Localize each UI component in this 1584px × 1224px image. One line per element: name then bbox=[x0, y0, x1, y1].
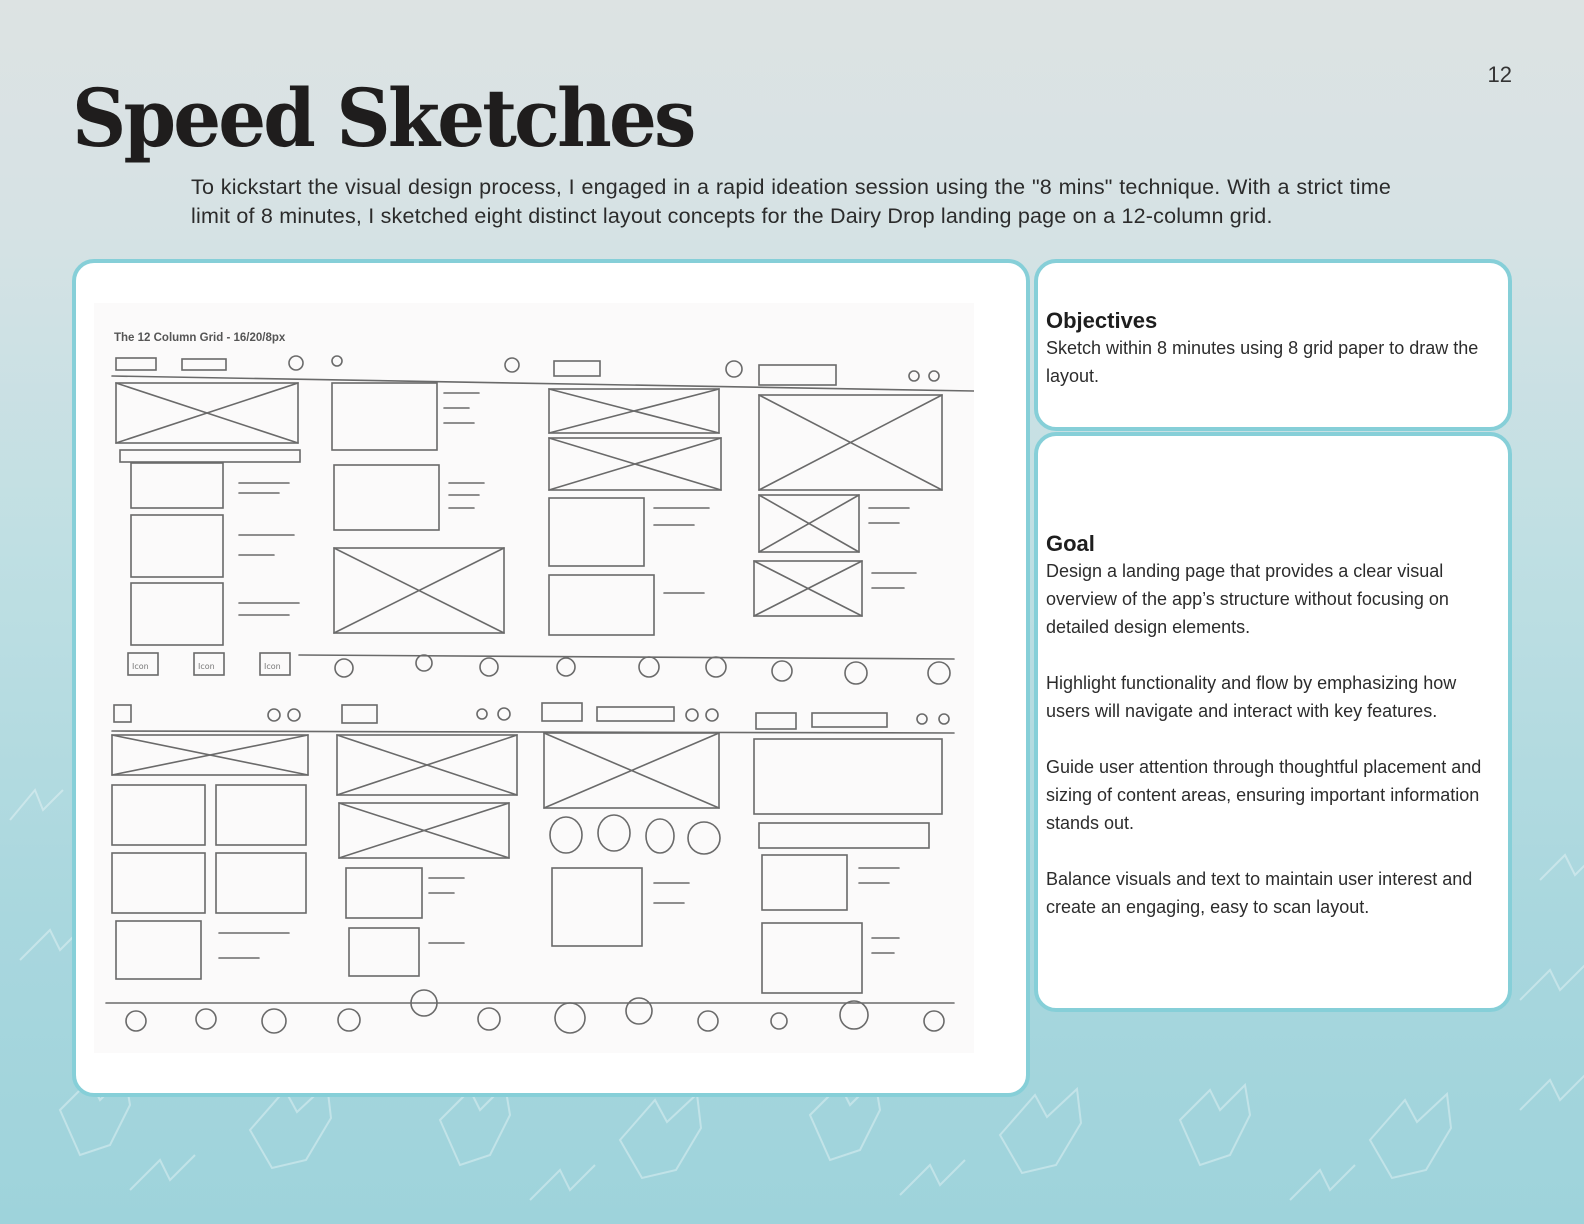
objectives-text: Sketch within 8 minutes using 8 grid paper to draw the layout. bbox=[1046, 338, 1479, 386]
sketch-footer-icon-label: Icon bbox=[198, 662, 215, 671]
intro-paragraph: To kickstart the visual design process, I engaged in a rapid ideation session using the "8 mins" technique. With a strict time limit of 8 minutes, I sketched eight distinct layout concepts for the Dairy Drop landing page on a 12-column grid. bbox=[191, 175, 1391, 228]
goal-paragraph-3: Guide user attention through thoughtful placement and sizing of content areas, ensuring important information stands out. bbox=[1046, 757, 1482, 833]
goal-paragraph-4: Balance visuals and text to maintain user interest and create an engaging, easy to scan layout. bbox=[1046, 869, 1473, 917]
page-number: 12 bbox=[1487, 62, 1512, 87]
goal-heading: Goal bbox=[1046, 531, 1095, 556]
goal-paragraph-2: Highlight functionality and flow by emphasizing how users will navigate and interact with key features. bbox=[1046, 673, 1457, 721]
objectives-card bbox=[1034, 259, 1512, 431]
page-title: Speed Sketches bbox=[72, 71, 694, 165]
sketch-footer-icon-label: Icon bbox=[132, 662, 149, 671]
sketch-grid-label: The 12 Column Grid - 16/20/8px bbox=[114, 332, 286, 344]
wireframe-sketch-image bbox=[94, 303, 974, 1053]
sketch-card bbox=[72, 259, 1030, 1097]
goal-paragraph-1: Design a landing page that provides a clear visual overview of the app’s structure without focusing on detailed design elements. bbox=[1046, 561, 1449, 637]
goal-card bbox=[1034, 432, 1512, 1012]
objectives-heading: Objectives bbox=[1046, 308, 1158, 333]
sketch-footer-icon-label: Icon bbox=[264, 662, 281, 671]
